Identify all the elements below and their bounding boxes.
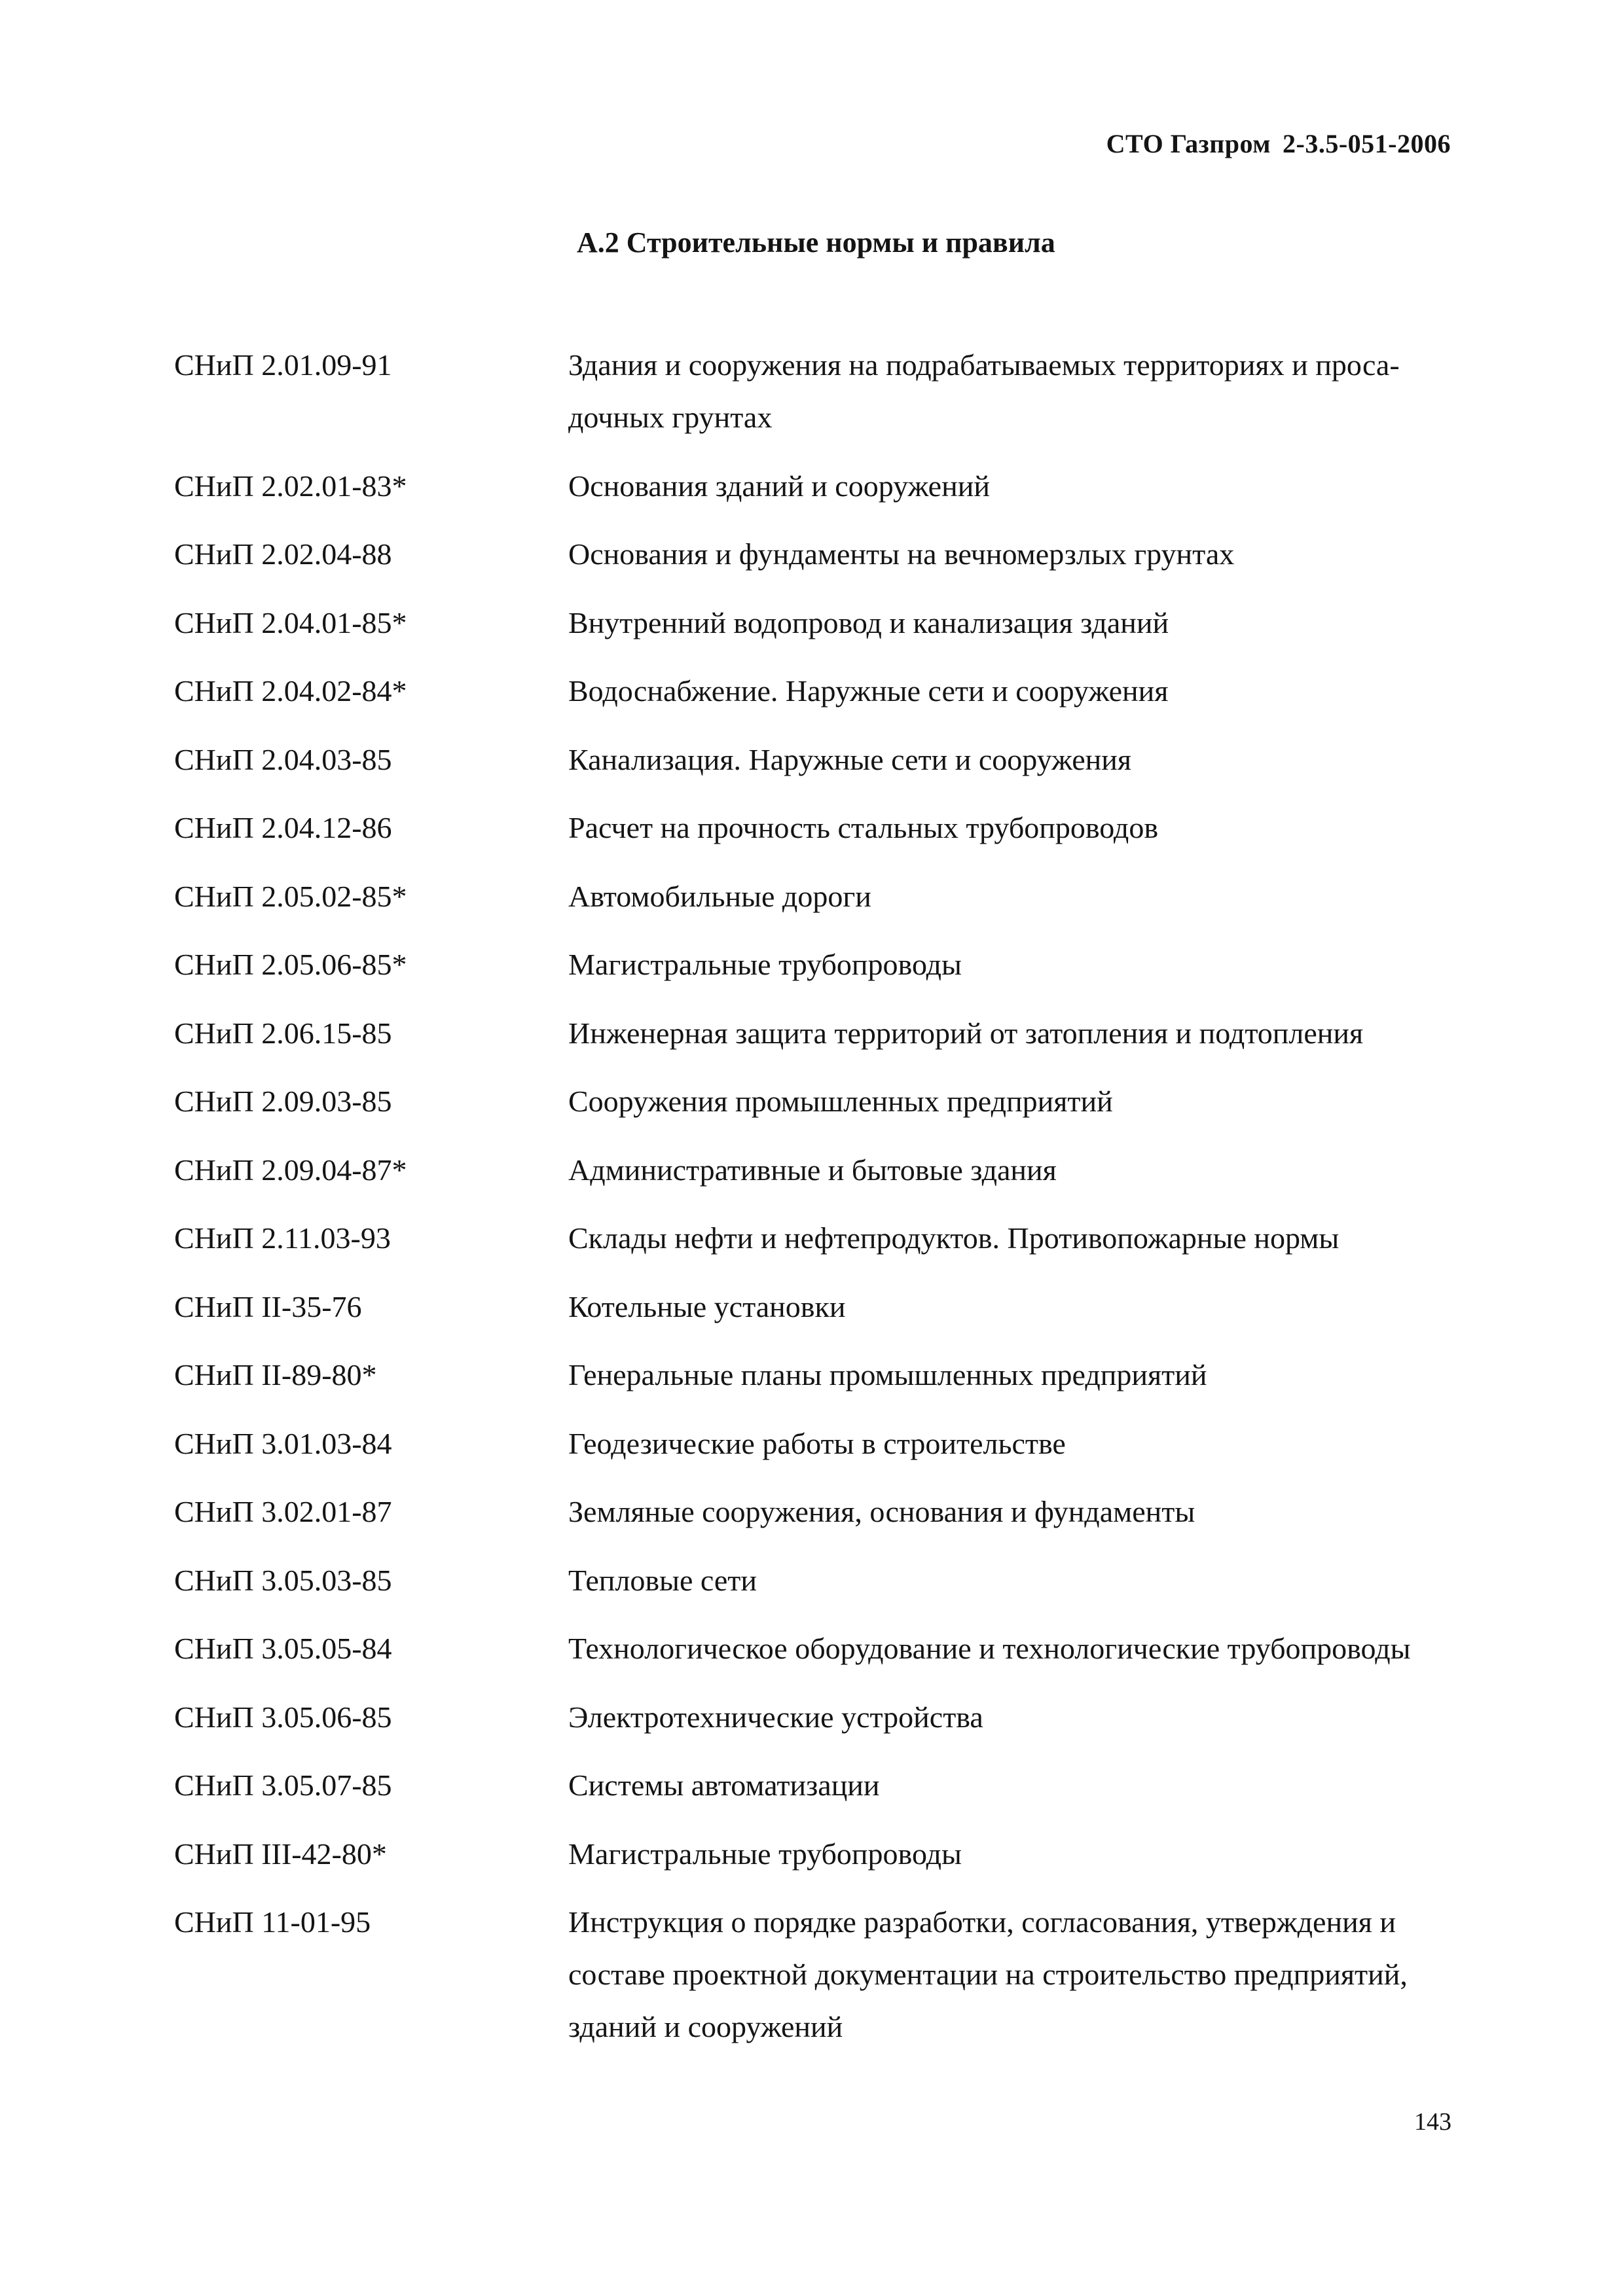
- norm-row: [174, 1075, 1454, 1128]
- norm-title: Административные и бытовые здания: [568, 1153, 1057, 1187]
- page-number: 143: [1414, 2108, 1451, 2136]
- norm-title: Склады нефти и нефтепродуктов. Противопожарные нормы: [568, 1221, 1340, 1255]
- header-org: СТО Газпром: [1106, 129, 1271, 158]
- norm-code: СНиП 2.05.06-85*: [174, 948, 407, 981]
- norm-code: СНиП 2.04.02-84*: [174, 674, 407, 708]
- norm-code: СНиП II-35-76: [174, 1289, 362, 1323]
- norm-code: СНиП 3.05.03-85: [174, 1563, 392, 1597]
- norm-code: СНиП 3.05.05-84: [174, 1632, 392, 1665]
- norm-code: СНиП 2.04.01-85*: [174, 605, 407, 639]
- norm-row: [174, 339, 1454, 444]
- norm-row: [174, 1349, 1454, 1401]
- norm-code: СНиП 2.05.02-85*: [174, 879, 407, 913]
- norm-row: [174, 1281, 1454, 1333]
- norm-code: СНиП 2.09.03-85: [174, 1085, 392, 1118]
- norm-code: СНиП 2.11.03-93: [174, 1221, 391, 1255]
- norm-title: Котельные установки: [568, 1289, 846, 1323]
- norm-row: [174, 1759, 1454, 1812]
- norm-row: [174, 1418, 1454, 1470]
- norm-code: СНиП 2.01.09-91: [174, 348, 392, 382]
- norm-title: Магистральные трубопроводы: [568, 948, 962, 981]
- norm-row: [174, 1828, 1454, 1880]
- norm-title: Магистральные трубопроводы: [568, 1837, 962, 1871]
- norm-row: [174, 1007, 1454, 1060]
- norm-row: [174, 460, 1454, 512]
- norms-list: [174, 339, 1454, 2070]
- norm-title: Сооружения промышленных предприятий: [568, 1085, 1113, 1118]
- norm-row: [174, 1554, 1454, 1607]
- norm-code: СНиП 11-01-95: [174, 1905, 371, 1939]
- norm-title: Здания и сооружения на подрабатываемых территориях и проса- дочных грунтах: [568, 348, 1400, 434]
- norm-title: Автомобильные дороги: [568, 879, 871, 913]
- norm-code: СНиП 2.02.01-83*: [174, 469, 407, 503]
- norm-title: Земляные сооружения, основания и фундаменты: [568, 1495, 1195, 1528]
- norm-code: СНиП II-89-80*: [174, 1358, 377, 1391]
- norm-row: [174, 1896, 1454, 2053]
- section-title: А.2 Строительные нормы и правила: [577, 226, 1055, 259]
- norm-code: СНиП 2.04.03-85: [174, 742, 392, 776]
- norm-code: СНиП 3.05.07-85: [174, 1768, 392, 1802]
- norm-title: Водоснабжение. Наружные сети и сооружения: [568, 674, 1169, 708]
- norm-title: Инженерная защита территорий от затопления и подтопления: [568, 1016, 1364, 1050]
- norm-row: [174, 1212, 1454, 1265]
- norm-row: [174, 1691, 1454, 1744]
- norm-row: [174, 802, 1454, 854]
- norm-title: Системы автоматизации: [568, 1768, 880, 1802]
- norm-code: СНиП 3.02.01-87: [174, 1495, 392, 1528]
- header-document-code: 2-3.5-051-2006: [1283, 129, 1451, 158]
- norm-title: Электротехнические устройства: [568, 1700, 983, 1734]
- norm-title: Технологическое оборудование и технологические трубопроводы: [568, 1632, 1411, 1665]
- norm-row: [174, 939, 1454, 991]
- norm-title: Канализация. Наружные сети и сооружения: [568, 742, 1132, 776]
- norm-code: СНиП 2.04.12-86: [174, 811, 392, 844]
- norm-code: СНиП III-42-80*: [174, 1837, 387, 1871]
- norm-title: Основания зданий и сооружений: [568, 469, 990, 503]
- norm-title: Тепловые сети: [568, 1563, 757, 1597]
- norm-title: Внутренний водопровод и канализация зданий: [568, 605, 1169, 639]
- norm-title: Основания и фундаменты на вечномерзлых грунтах: [568, 537, 1235, 571]
- norm-row: [174, 665, 1454, 717]
- norm-code: СНиП 3.01.03-84: [174, 1426, 392, 1460]
- norm-code: СНиП 3.05.06-85: [174, 1700, 392, 1734]
- norm-title: Расчет на прочность стальных трубопроводов: [568, 811, 1159, 844]
- norm-title: Геодезические работы в строительстве: [568, 1426, 1066, 1460]
- norm-code: СНиП 2.06.15-85: [174, 1016, 392, 1050]
- norm-row: [174, 597, 1454, 649]
- norm-row: [174, 1623, 1454, 1675]
- norm-code: СНиП 2.02.04-88: [174, 537, 392, 571]
- norm-row: [174, 734, 1454, 786]
- page-header: [1106, 128, 1451, 159]
- norm-row: [174, 1144, 1454, 1196]
- norm-title: Инструкция о порядке разработки, согласования, утверждения и составе проектной документации на строительство предприятий, зданий и сооружений: [568, 1905, 1408, 2043]
- norm-code: СНиП 2.09.04-87*: [174, 1153, 407, 1187]
- norm-title: Генеральные планы промышленных предприятий: [568, 1358, 1207, 1391]
- norm-row: [174, 528, 1454, 581]
- norm-row: [174, 870, 1454, 923]
- norm-row: [174, 1486, 1454, 1538]
